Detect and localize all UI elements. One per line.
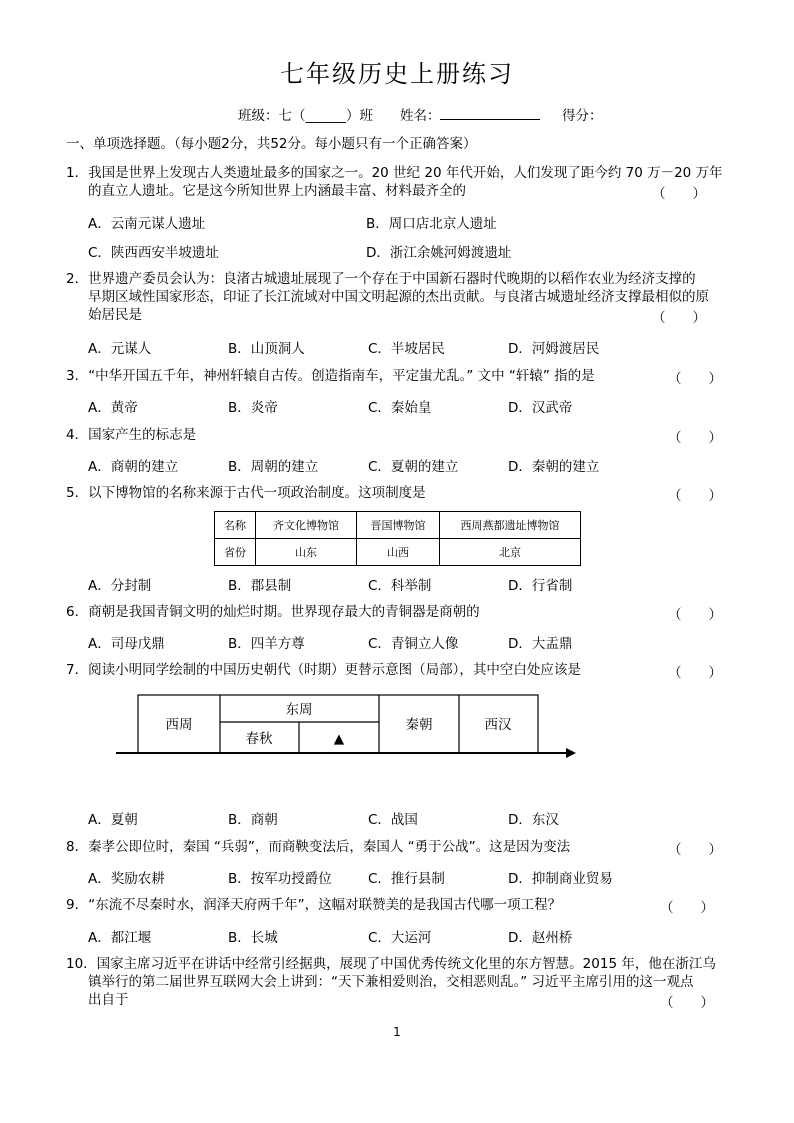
q6-option-b[interactable]: B．四羊方尊 — [228, 636, 305, 652]
q5-option-c[interactable]: C．科举制 — [368, 578, 432, 594]
q8-option-b[interactable]: B．按军功授爵位 — [228, 871, 332, 887]
q9-option-b[interactable]: B．长城 — [228, 930, 278, 946]
q6-option-a[interactable]: A．司母戊鼎 — [88, 636, 165, 652]
timeline-arrow-icon — [566, 748, 576, 758]
museum-table — [214, 511, 581, 566]
q5-option-b[interactable]: B．郡县制 — [228, 578, 292, 594]
answer-blank-5[interactable]: （ ） — [668, 488, 722, 504]
answer-blank-8[interactable]: （ ） — [668, 842, 722, 858]
q6-option-c[interactable]: C．青铜立人像 — [368, 636, 459, 652]
question-4-line-1: 4．国家产生的标志是 — [66, 427, 197, 443]
q8-option-a[interactable]: A．奖励农耕 — [88, 871, 165, 887]
question-10-line-2: 镇举行的第二届世界互联网大会上讲到：“天下兼相爱则治，交相恶则乱。” 习近平主席引用的这一观点 — [88, 974, 694, 990]
page-title: 七年级历史上册练习 — [280, 60, 514, 88]
page-number: 1 — [393, 1025, 401, 1039]
q2-option-b[interactable]: B．山顶洞人 — [228, 341, 305, 357]
question-9-line-1: 9．“东流不尽秦时水，润泽天府两千年”，这幅对联赞美的是我国古代哪一项工程？ — [66, 897, 562, 913]
q2-option-d[interactable]: D．河姆渡居民 — [508, 341, 600, 357]
q6-option-d[interactable]: D．大盂鼎 — [508, 636, 573, 652]
q7-option-c[interactable]: C．战国 — [368, 812, 418, 828]
q8-option-c[interactable]: C．推行县制 — [368, 871, 445, 887]
q9-option-a[interactable]: A．都江堰 — [88, 930, 152, 946]
question-8-line-1: 8．秦孝公即位时，秦国 “兵弱”，而商鞅变法后，秦国人 “勇于公战”。这是因为变法 — [66, 839, 571, 855]
table-cell: 名称 — [215, 512, 256, 539]
answer-blank-6[interactable]: （ ） — [668, 607, 722, 623]
blank-triangle-icon: ▲ — [333, 731, 345, 747]
q1-option-b[interactable]: B．周口店北京人遗址 — [366, 216, 497, 232]
table-cell: 山东 — [256, 539, 357, 566]
section-heading: 一、单项选择题。（每小题2分，共52分。每小题只有一个正确答案） — [66, 136, 477, 152]
table-row — [215, 512, 581, 539]
q4-option-b[interactable]: B．周朝的建立 — [228, 459, 319, 475]
label-chunqiu: 春秋 — [245, 731, 273, 747]
q1-option-a[interactable]: A．云南元谋人遗址 — [88, 216, 206, 232]
q3-option-b[interactable]: B．炎帝 — [228, 400, 278, 416]
answer-blank-4[interactable]: （ ） — [668, 430, 722, 446]
q3-option-d[interactable]: D．汉武帝 — [508, 400, 573, 416]
question-6-line-1: 6．商朝是我国青铜文明的灿烂时期。世界现存最大的青铜器是商朝的 — [66, 604, 480, 620]
q8-option-d[interactable]: D．抑制商业贸易 — [508, 871, 613, 887]
q4-option-a[interactable]: A．商朝的建立 — [88, 459, 179, 475]
q5-option-a[interactable]: A．分封制 — [88, 578, 152, 594]
name-field[interactable] — [440, 119, 540, 120]
q7-option-d[interactable]: D．东汉 — [508, 812, 559, 828]
name-label: 姓名： — [400, 108, 441, 124]
question-10-line-3: 出自于 — [88, 992, 129, 1008]
question-7-line-1: 7．阅读小明同学绘制的中国历史朝代（时期）更替示意图（局部），其中空白处应该是 — [66, 662, 581, 678]
dynasty-timeline-diagram — [116, 694, 576, 764]
q3-option-c[interactable]: C．秦始皇 — [368, 400, 432, 416]
question-3-line-1: 3．“中华开国五千年，神州轩辕自古传。创造指南车，平定蚩尤乱。” 文中 “轩辕” 指的是 — [66, 368, 595, 384]
answer-blank-2[interactable]: （ ） — [652, 310, 706, 326]
table-cell: 北京 — [440, 539, 581, 566]
question-2-line-2: 早期区域性国家形态，印证了长江流域对中国文明起源的杰出贡献。与良渚古城遗址经济支撑最相似的原 — [88, 289, 709, 305]
label-dongzhou: 东周 — [285, 702, 313, 718]
answer-blank-10[interactable]: （ ） — [660, 995, 714, 1011]
table-cell: 省份 — [215, 539, 256, 566]
question-1-line-2: 的直立人遗址。它是这今所知世界上内涵最丰富、材料最齐全的 — [88, 183, 466, 199]
q1-option-d[interactable]: D．浙江余姚河姆渡遗址 — [366, 245, 512, 261]
q7-option-b[interactable]: B．商朝 — [228, 812, 278, 828]
q4-option-c[interactable]: C．夏朝的建立 — [368, 459, 459, 475]
question-2-line-3: 始居民是 — [88, 307, 142, 323]
answer-blank-1[interactable]: （ ） — [652, 186, 706, 202]
table-row — [215, 539, 581, 566]
q1-option-c[interactable]: C．陕西西安半坡遗址 — [88, 245, 219, 261]
answer-blank-7[interactable]: （ ） — [668, 665, 722, 681]
label-qin: 秦朝 — [405, 717, 433, 733]
question-5-line-1: 5．以下博物馆的名称来源于古代一项政治制度。这项制度是 — [66, 485, 426, 501]
q9-option-c[interactable]: C．大运河 — [368, 930, 432, 946]
question-1-line-1: 1．我国是世界上发现古人类遗址最多的国家之一。20 世纪 20 年代开始，人们发现了距今约 70 万－20 万年 — [66, 165, 723, 181]
label-xihan: 西汉 — [484, 717, 512, 733]
class-field[interactable]: 班级：七（______）班 — [238, 108, 373, 124]
answer-blank-3[interactable]: （ ） — [668, 371, 722, 387]
table-cell: 西周燕都遗址博物馆 — [440, 512, 581, 539]
q2-option-c[interactable]: C．半坡居民 — [368, 341, 445, 357]
score-label: 得分： — [562, 108, 603, 124]
table-cell: 晋国博物馆 — [357, 512, 440, 539]
question-2-line-1: 2．世界遗产委员会认为：良渚古城遗址展现了一个存在于中国新石器时代晚期的以稻作农业为经济支撑的 — [66, 271, 696, 287]
q7-option-a[interactable]: A．夏朝 — [88, 812, 138, 828]
question-10-line-1: 10．国家主席习近平在讲话中经常引经据典，展现了中国优秀传统文化里的东方智慧。2015 年，他在浙江乌 — [66, 956, 716, 972]
answer-blank-9[interactable]: （ ） — [660, 900, 714, 916]
label-xizhou: 西周 — [165, 717, 193, 733]
q3-option-a[interactable]: A．黄帝 — [88, 400, 138, 416]
q2-option-a[interactable]: A．元谋人 — [88, 341, 152, 357]
q5-option-d[interactable]: D．行省制 — [508, 578, 573, 594]
table-cell: 山西 — [357, 539, 440, 566]
q4-option-d[interactable]: D．秦朝的建立 — [508, 459, 600, 475]
q9-option-d[interactable]: D．赵州桥 — [508, 930, 573, 946]
table-cell: 齐文化博物馆 — [256, 512, 357, 539]
